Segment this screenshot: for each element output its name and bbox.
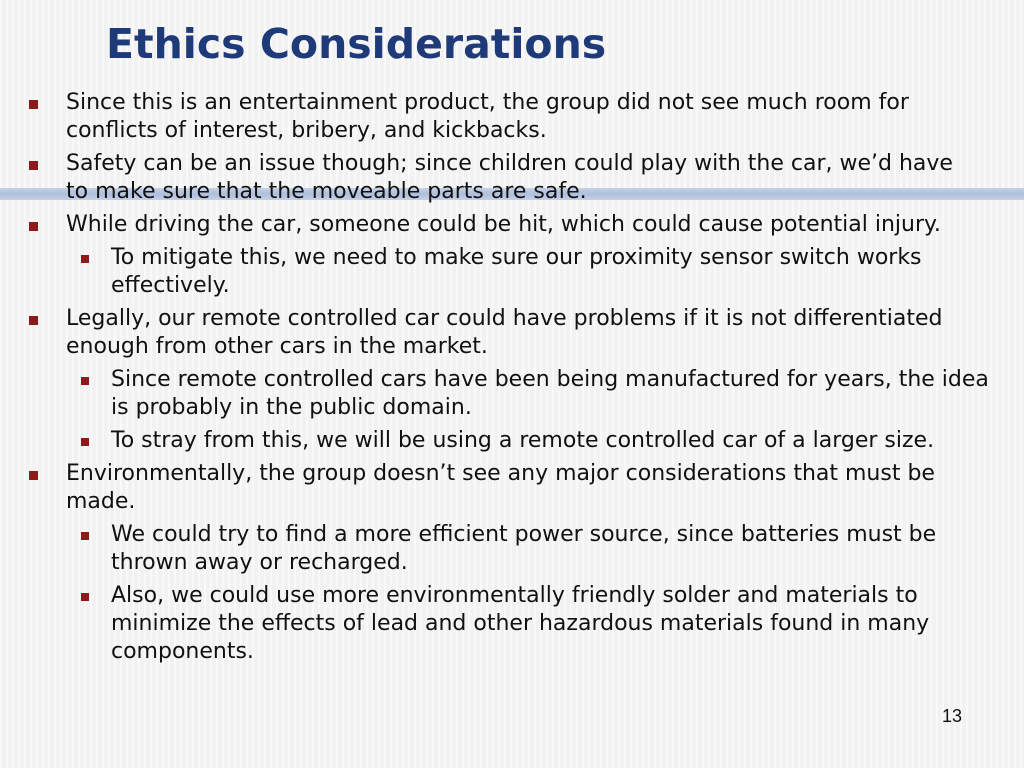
square-bullet-icon: [81, 255, 89, 263]
sub-bullet-item: [0, 427, 1024, 455]
square-bullet-icon: [81, 532, 89, 540]
bullet-item: [0, 89, 1024, 145]
bullet-item: [0, 150, 1024, 206]
bullet-item: [0, 211, 1024, 239]
sub-bullet-text: We could try to find a more efficient power source, since batteries must be thrown away or recharged.: [111, 522, 937, 575]
square-bullet-icon: [29, 471, 38, 480]
bullet-text: Safety can be an issue though; since children could play with the car, we’d have to make sure that the moveable parts are safe.: [66, 151, 953, 204]
square-bullet-icon: [29, 161, 38, 170]
square-bullet-icon: [81, 377, 89, 385]
slide-title: Ethics Considerations: [106, 20, 607, 68]
bullet-item: [0, 460, 1024, 516]
square-bullet-icon: [29, 316, 38, 325]
sub-bullet-item: [0, 521, 1024, 577]
sub-bullet-text: To stray from this, we will be using a remote controlled car of a larger size.: [111, 428, 935, 453]
sub-bullet-item: [0, 366, 1024, 422]
bullet-text: Since this is an entertainment product, the group did not see much room for conflicts of interest, bribery, and kickbacks.: [66, 90, 909, 143]
bullet-item: [0, 305, 1024, 361]
square-bullet-icon: [29, 222, 38, 231]
page-number: 13: [941, 706, 962, 726]
bullet-text: While driving the car, someone could be hit, which could cause potential injury.: [66, 212, 941, 237]
square-bullet-icon: [81, 593, 89, 601]
square-bullet-icon: [29, 100, 38, 109]
bullet-text: Legally, our remote controlled car could have problems if it is not differentiated enough from other cars in the market.: [66, 306, 943, 359]
sub-bullet-text: Since remote controlled cars have been being manufactured for years, the idea is probably in the public domain.: [111, 367, 989, 420]
sub-bullet-item: [0, 582, 1024, 666]
bullet-text: Environmentally, the group doesn’t see any major considerations that must be made.: [66, 461, 935, 514]
bullet-list: [0, 89, 1024, 671]
sub-bullet-text: Also, we could use more environmentally friendly solder and materials to minimize the effects of lead and other hazardous materials found in many components.: [111, 583, 930, 664]
sub-bullet-text: To mitigate this, we need to make sure our proximity sensor switch works effectively.: [111, 245, 922, 298]
square-bullet-icon: [81, 438, 89, 446]
sub-bullet-item: [0, 244, 1024, 300]
